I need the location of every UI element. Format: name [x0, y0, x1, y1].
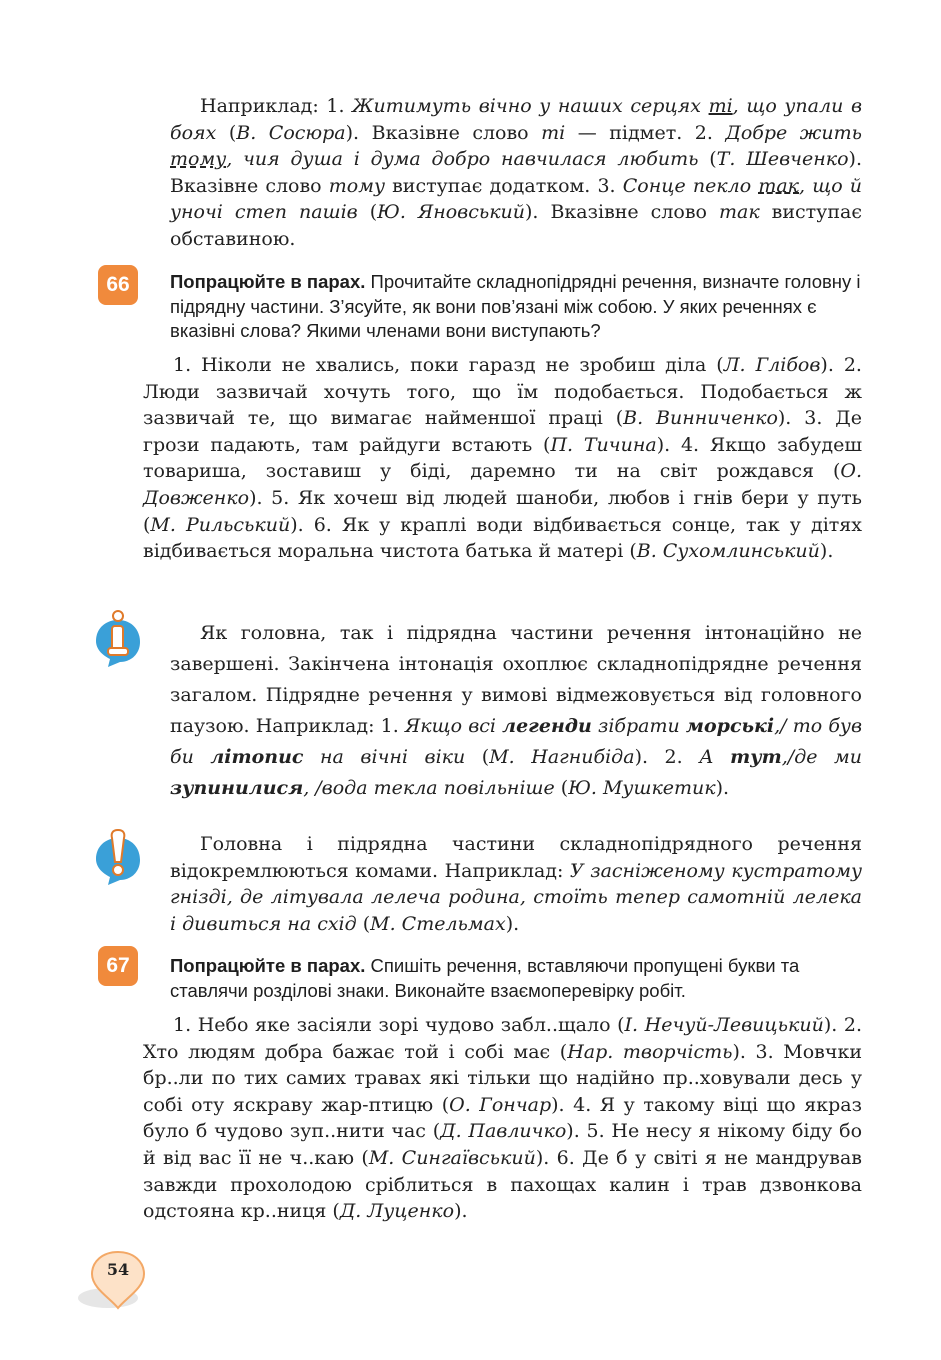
exercise-66-sentences: 1. Ніколи не хвались, поки гаразд не зробиш діла (Л. Глібов). 2. Люди зазвичай хочуть того, що їм подобається. Подобається ж зазвичай те, що вимагає найменшої праці (В. Винниченко). 3. Де грози падають, там райдуги встають (П. Тичина). 4. Якщо забудеш товариша, зоставиш у біді, даремно ти на світ рождався (О. Довженко). 5. Як хочеш від людей шаноби, любов і гнів бери у путь (М. Рильський). 6. Як у краплі води відбивається сонце, так у дітях відбивається моральна чистота батька й матері (В. Сухомлинський). — [143, 354, 862, 563]
exercise-67-sentences: 1. Небо яке засіяли зорі чудово забл..щало (І. Нечуй-Левицький). 2. Хто людям добра бажає той і собі має (Нар. творчість). 3. Мовчки бр..ли по тих самих травах які тільки що надійно пр..ховували десь у собі оту яскраву жар-птицю (О. Гончар). 4. Я у такому віці що якраз було б чудово зуп..нити час (Д. Павличко). 5. Не несу я нікому біду бо й від вас її не ч..каю (М. Сингаївський). 6. Де б у світі я не мандрував завжди прохолодою сріблиться в пахощах калин і трав дзвонкова одстояна кр..ниця (Д. Луценко). — [143, 1014, 863, 1223]
exercise-66-task: Попрацюйте в парах. Прочитайте складнопідрядні речення, визначте головну і підрядну частини. З’ясуйте, як вони пов’язані між собою. У яких реченнях є вказівні слова? Якими членами вони виступають? — [170, 271, 861, 341]
exercise-number-badge: 66 — [98, 265, 138, 305]
info-block-intonation: Як головна, так і підрядна частини речення інтонаційно не завершені. Закінчена інтонація охоплює складнопідрядне речення загалом. Підрядне речення у вимові відмежовується від головного паузою. Наприклад: 1. Якщо всі легенди зібрати морські,/ то був би літопис на вічні віки (М. Нагнибіда). 2. А тут,/де ми зупинилися, /вода текла повільніше (Ю. Мушкетик). — [170, 622, 863, 799]
page-number-marker — [78, 1250, 150, 1310]
exercise-number-badge: 67 — [98, 946, 138, 986]
intro-example-paragraph: Наприклад: 1. Житимуть вічно у наших серцях ті, що упали в боях (В. Сосюра). Вказівне слово ті — підмет. 2. Добре жить тому, чия душа і дума добро навчилася любить (Т. Шевченко). Вказівне слово тому виступає додатком. 3. Сонце пекло так, що й уночі степ пашів (Ю. Яновський). Вказівне слово так виступає обставиною. — [170, 95, 863, 250]
exercise-67-task: Попрацюйте в парах. Спишіть речення, вставляючи пропущені букви та ставлячи розділові знаки. Виконайте взаємоперевірку робіт. — [170, 955, 800, 1001]
exercise-66-title: Попрацюйте в парах. — [170, 271, 366, 292]
page-number: 54 — [106, 1260, 130, 1279]
exercise-67-title: Попрацюйте в парах. — [170, 955, 366, 976]
exclamation-icon — [94, 828, 142, 884]
info-i-icon — [94, 610, 142, 666]
info-block-commas: Головна і підрядна частини складнопідрядного речення відокремлюються комами. Наприклад: У засніженому кустратому гнізді, де літувала лелеча родина, стоїть тепер самотній лелека і дивиться на схід (М. Стельмах). — [170, 833, 862, 935]
